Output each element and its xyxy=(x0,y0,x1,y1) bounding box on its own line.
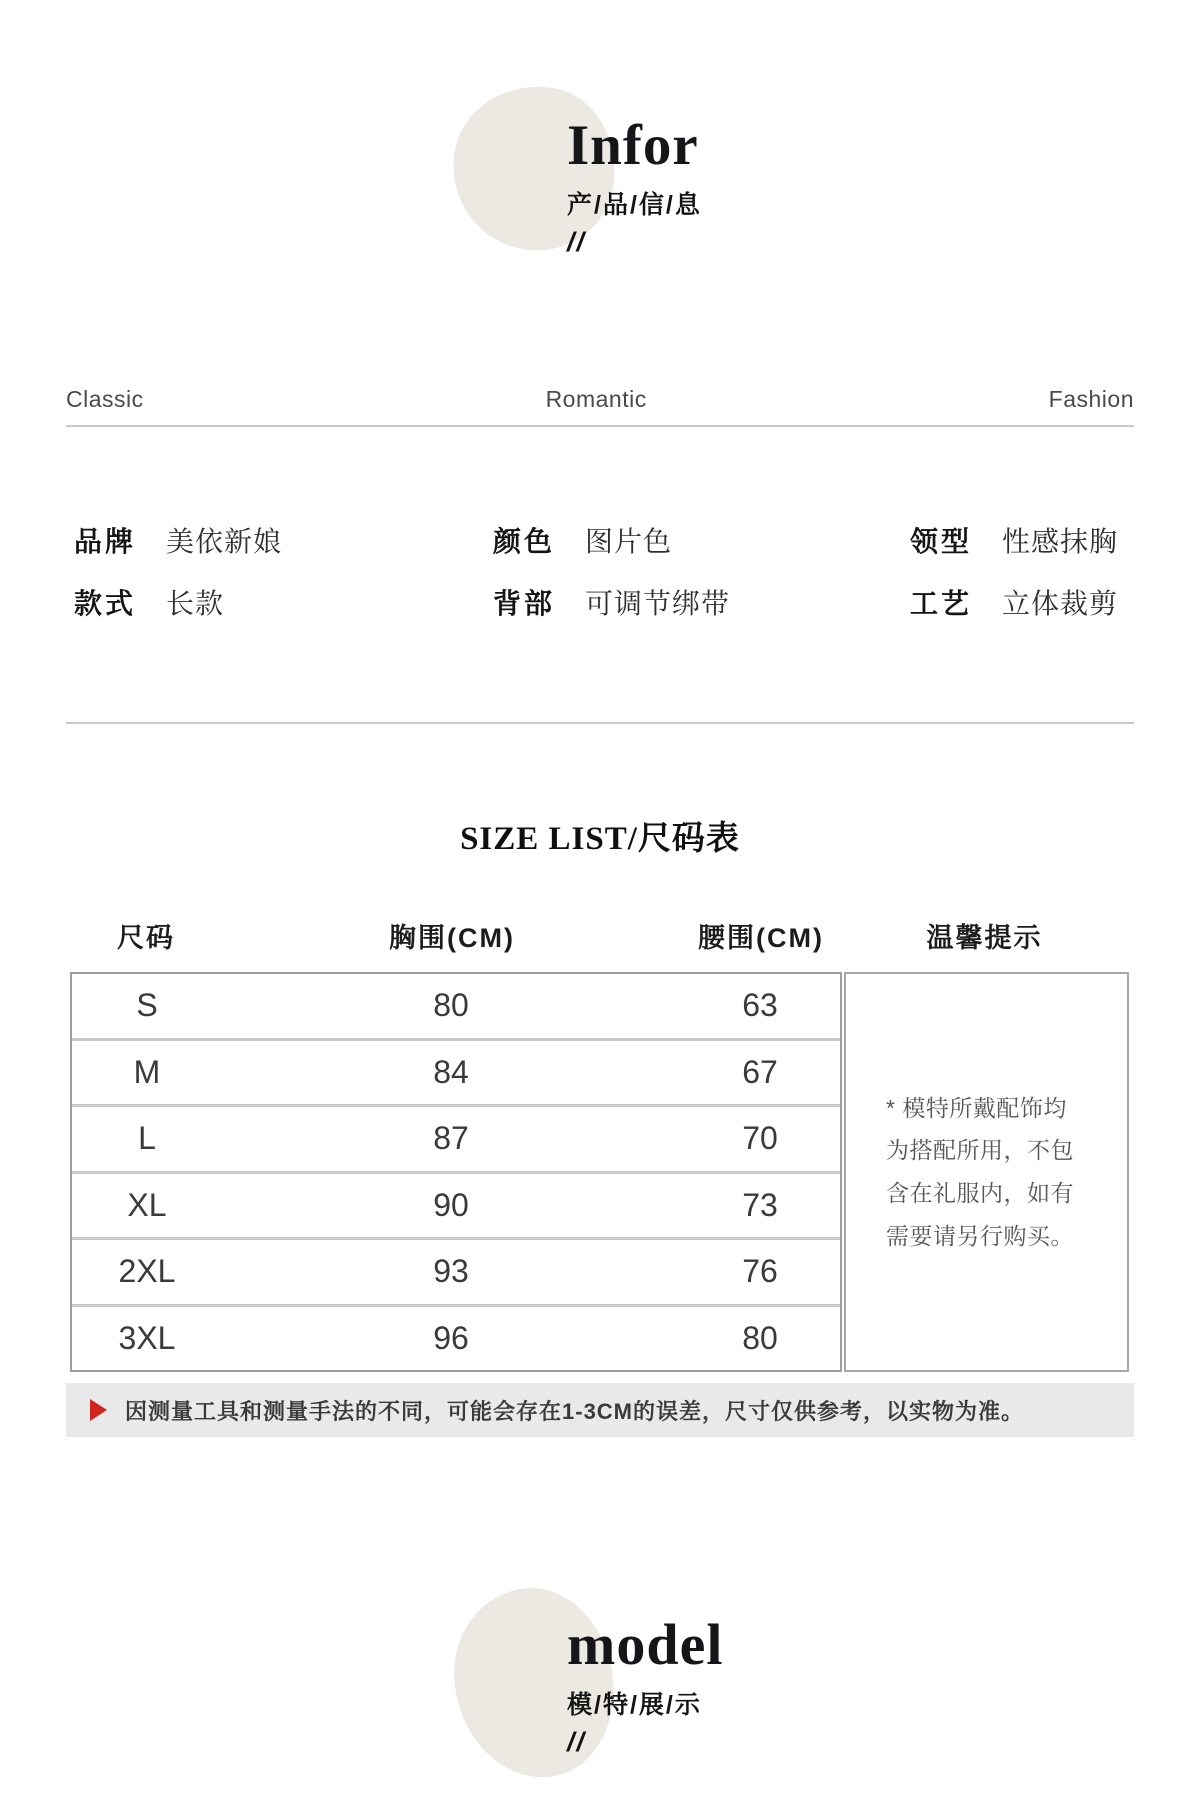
section-divider xyxy=(66,722,1134,724)
size-cell: L xyxy=(138,1120,156,1157)
bust-cell: 84 xyxy=(433,1053,469,1090)
attribute-label: 颜色 xyxy=(493,526,556,557)
column-header-bust: 胸围(CM) xyxy=(389,923,515,953)
size-cell: XL xyxy=(127,1186,167,1223)
bust-cell: 80 xyxy=(433,987,469,1024)
size-table xyxy=(70,972,1129,1372)
attribute-label: 工艺 xyxy=(910,588,973,619)
table-row xyxy=(72,1107,840,1174)
tips-text: * 模特所戴配饰均为搭配所用，不包含在礼服内，如有需要请另行购买。 xyxy=(886,1094,1074,1249)
waist-cell: 73 xyxy=(742,1186,778,1223)
attribute-label: 领型 xyxy=(910,526,973,557)
attribute-brand xyxy=(74,524,493,560)
measurement-note-bar xyxy=(66,1383,1134,1437)
size-cell: 2XL xyxy=(118,1253,176,1290)
size-cell: 3XL xyxy=(118,1319,176,1356)
size-cell: M xyxy=(133,1053,161,1090)
column-header-tips: 温馨提示 xyxy=(926,923,1043,953)
table-row xyxy=(72,1174,840,1241)
info-title-slashes: // xyxy=(567,226,587,257)
model-title-slashes: // xyxy=(567,1726,587,1757)
bust-cell: 87 xyxy=(433,1120,469,1157)
attribute-label: 背部 xyxy=(493,588,556,619)
attribute-value: 性感抹胸 xyxy=(1002,526,1119,557)
model-title-en: model xyxy=(567,1612,724,1677)
style-tag-romantic: Romantic xyxy=(545,386,647,412)
product-attributes xyxy=(74,524,1134,648)
size-table-body xyxy=(70,972,842,1372)
column-header-size: 尺码 xyxy=(117,923,175,953)
waist-cell: 63 xyxy=(742,987,778,1024)
size-list-heading: SIZE LIST/尺码表 xyxy=(460,821,740,857)
table-row xyxy=(72,1041,840,1108)
model-show-header xyxy=(567,1612,724,1758)
attribute-neckline xyxy=(910,524,1134,560)
bust-cell: 90 xyxy=(433,1186,469,1223)
style-tag-fashion: Fashion xyxy=(1048,386,1134,412)
bust-cell: 93 xyxy=(433,1253,469,1290)
attribute-back xyxy=(493,586,910,622)
style-tag-classic: Classic xyxy=(66,386,144,412)
table-row xyxy=(72,1240,840,1307)
waist-cell: 76 xyxy=(742,1253,778,1290)
attribute-row xyxy=(74,524,1134,560)
attribute-value: 长款 xyxy=(166,588,225,619)
attribute-color xyxy=(493,524,910,560)
waist-cell: 80 xyxy=(742,1319,778,1356)
tips-box xyxy=(844,972,1129,1372)
style-tag-strip xyxy=(66,386,1134,427)
attribute-row xyxy=(74,586,1134,622)
size-table-header xyxy=(70,916,1129,955)
info-title-cn: 产/品/信/息 xyxy=(567,190,702,219)
measurement-note-text: 因测量工具和测量手法的不同，可能会存在1-3CM的误差，尺寸仅供参考，以实物为准。 xyxy=(125,1398,1025,1424)
bust-cell: 96 xyxy=(433,1319,469,1356)
attribute-value: 立体裁剪 xyxy=(1002,588,1119,619)
attribute-value: 美依新娘 xyxy=(166,526,283,557)
waist-cell: 67 xyxy=(742,1053,778,1090)
attribute-craft xyxy=(910,586,1134,622)
size-cell: S xyxy=(136,987,158,1024)
info-title-en: Infor xyxy=(567,114,699,177)
attribute-label: 品牌 xyxy=(74,526,137,557)
product-info-header xyxy=(567,116,702,258)
table-row xyxy=(72,1307,840,1371)
attribute-value: 图片色 xyxy=(585,526,673,557)
red-triangle-icon xyxy=(90,1399,107,1421)
attribute-label: 款式 xyxy=(74,588,137,619)
model-title-cn: 模/特/展/示 xyxy=(567,1690,702,1719)
waist-cell: 70 xyxy=(742,1120,778,1157)
table-row xyxy=(72,974,840,1041)
attribute-style xyxy=(74,586,493,622)
column-header-waist: 腰围(CM) xyxy=(698,923,824,953)
attribute-value: 可调节绑带 xyxy=(585,588,731,619)
